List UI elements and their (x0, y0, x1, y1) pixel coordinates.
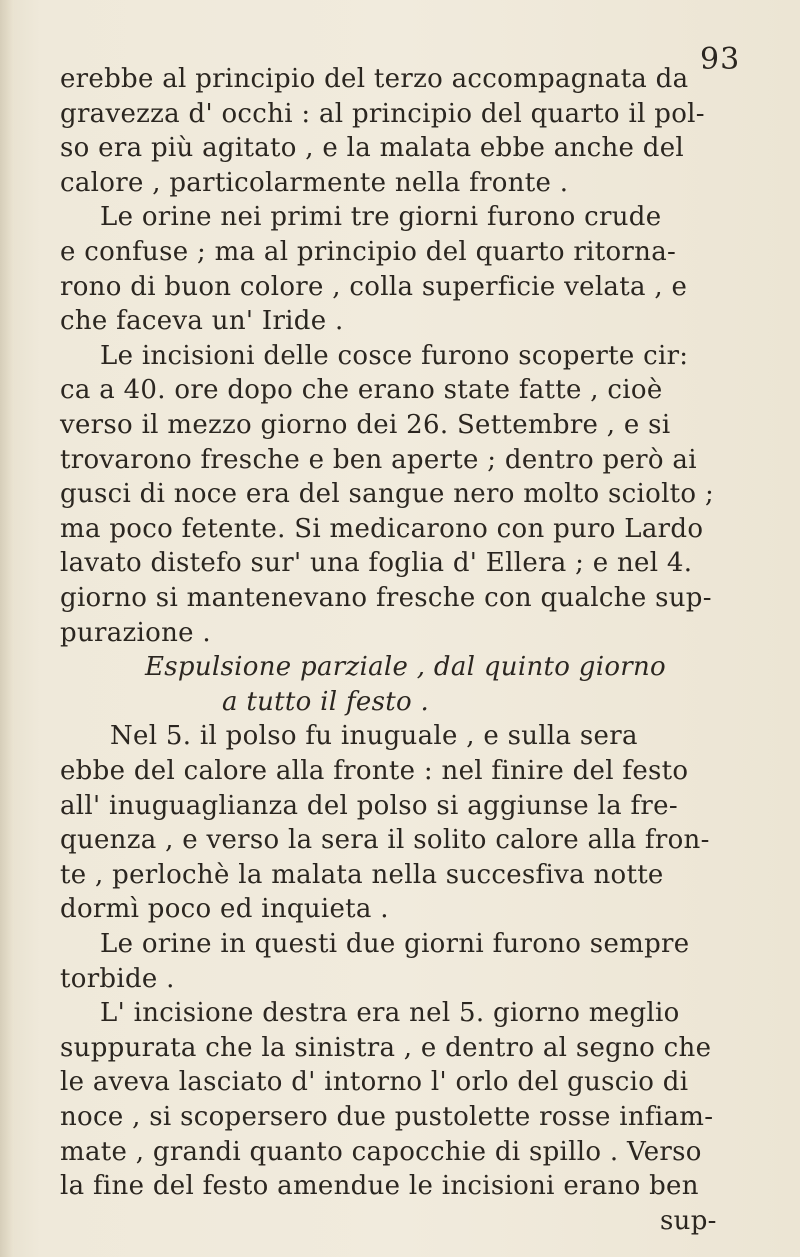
text-line: giorno si mantenevano fresche con qualche sup- (60, 583, 712, 613)
text-line: calore , particolarmente nella fronte . (60, 167, 569, 198)
text-line: Le orine in questi due giorni furono sempre (100, 929, 690, 959)
text-line: rono di buon colore , colla superficie velata , e (60, 271, 688, 302)
text-line: Le incisioni delle cosce furono scoperte cir: (100, 340, 689, 371)
text-line: te , perlochè la malata nella succesfiva notte (60, 859, 664, 890)
text-line: ebbe del calore alla fronte : nel finire del festo (60, 756, 689, 786)
page-number: 93 (700, 42, 741, 77)
text-line: purazione . (60, 617, 211, 648)
section-heading: a tutto il festo . (222, 686, 430, 717)
text-line: dormì poco ed inquieta . (60, 894, 389, 925)
text-line: ma poco fetente. Si medicarono con puro Lardo (60, 513, 704, 544)
text-line: gusci di noce era del sangue nero molto sciolto ; (60, 479, 715, 510)
page-edge (0, 0, 14, 1257)
text-line: erebbe al principio del terzo accompagnata da (60, 64, 689, 94)
text-line: sup- (660, 1205, 717, 1236)
text-line: mate , grandi quanto capocchie di spillo . Verso (60, 1136, 702, 1167)
text-line: ca a 40. ore dopo che erano state fatte , cioè (60, 375, 663, 406)
text-line: suppurata che la sinistra , e dentro al segno che (60, 1032, 712, 1063)
text-line: torbide . (60, 963, 175, 994)
text-line: all' inuguaglianza del polso si aggiunse la fre- (60, 790, 678, 821)
text-line: quenza , e verso la sera il solito calore alla fron- (60, 825, 710, 856)
text-line: le aveva lasciato d' intorno l' orlo del guscio di (60, 1067, 689, 1098)
text-line: gravezza d' occhi : al principio del quarto il pol- (60, 98, 705, 129)
text-line: so era più agitato , e la malata ebbe anche del (60, 133, 685, 164)
text-line: che faceva un' Iride . (60, 306, 344, 337)
text-line: Nel 5. il polso fu inuguale , e sulla sera (110, 721, 638, 752)
text-line: lavato distefo sur' una foglia d' Ellera ; e nel 4. (60, 548, 693, 579)
text-line: e confuse ; ma al principio del quarto ritorna- (60, 237, 677, 267)
text-line: Le orine nei primi tre giorni furono crude (100, 202, 662, 233)
text-line: trovarono fresche e ben aperte ; dentro però ai (60, 444, 697, 475)
text-line: noce , si scopersero due pustolette rosse infiam- (60, 1102, 714, 1132)
text-line: la fine del festo amendue le incisioni erano ben (60, 1171, 699, 1202)
section-heading: Espulsione parziale , dal quinto giorno (145, 652, 666, 683)
text-line: verso il mezzo giorno dei 26. Settembre , e si (60, 410, 671, 440)
text-line: L' incisione destra era nel 5. giorno meglio (100, 998, 680, 1029)
